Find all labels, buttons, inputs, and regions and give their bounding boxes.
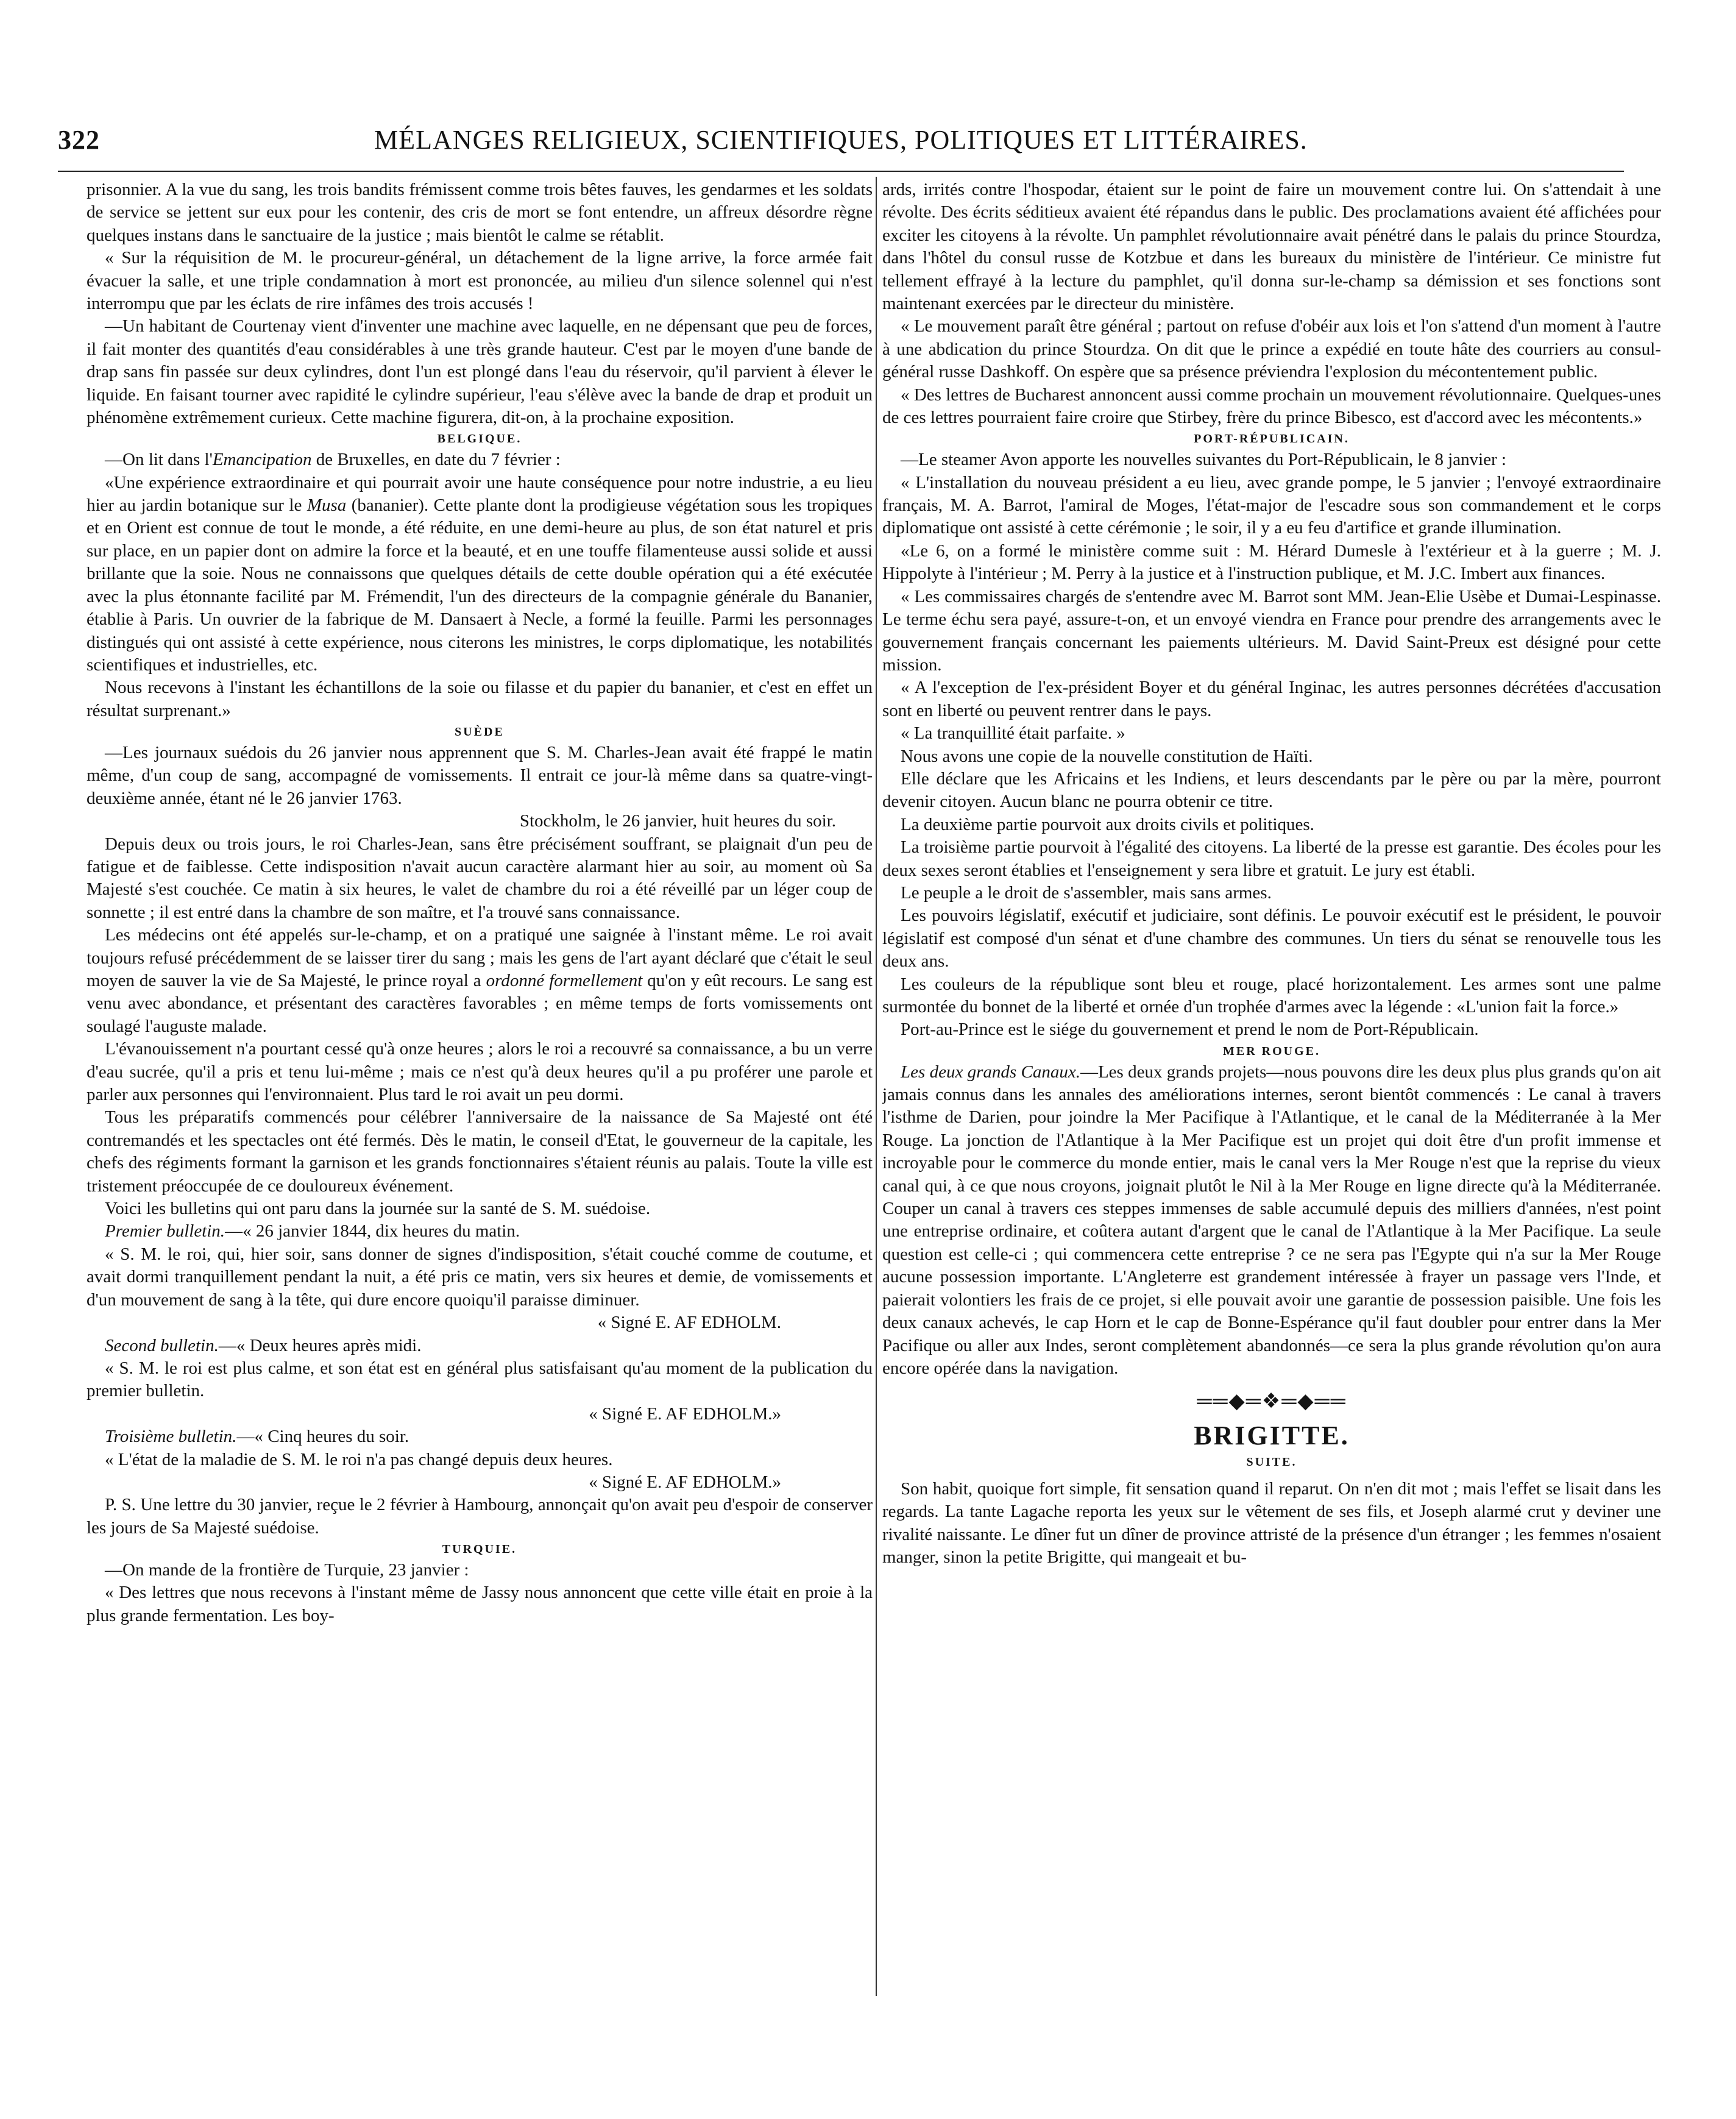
paragraph: —On mande de la frontière de Turquie, 23 janvier : (105, 1560, 469, 1580)
running-title: MÉLANGES RELIGIEUX, SCIENTIFIQUES, POLITIQUES ET LITTÉRAIRES. (374, 125, 1308, 155)
paragraph: —Le steamer Avon apporte les nouvelles suivantes du Port-Républicain, le 8 janvier : (901, 450, 1507, 470)
section-heading-port-republicain: PORT-RÉPUBLICAIN. (1194, 432, 1350, 446)
paragraph: L'évanouissement n'a pourtant cessé qu'à onze heures ; alors le roi a recouvré sa connaissance, a bu un verre d'eau sucrée, qu'il a pris et tenu lui-même ; mais ce n'est qu'à deux heures qu'il a pu proférer une parole et parler aux personnes qui l'environnaient. Plus tard le roi avait un peu dormi. (87, 1039, 873, 1105)
paragraph: Voici les bulletins qui ont paru dans la journée sur la santé de S. M. suédoise. (105, 1199, 651, 1219)
paragraph: Les couleurs de la république sont bleu et rouge, placé horizontalement. Les armes sont une palme surmontée du bonnet de la liberté et ornée d'un trophée d'armes avec la légende : «L'union fait la force.» (882, 974, 1661, 1017)
paragraph: La deuxième partie pourvoit aux droits civils et politiques. (901, 814, 1314, 834)
paragraph: Les deux grands Canaux.—Les deux grands projets—nous pouvons dire les deux plus plus grands qu'on ait jamais connus dans les annales des améliorations internes, seront bientôt commencés : Le canal à travers l'isthme de Darien, pour joindre la Mer Pacifique à l'Atlantique, et le canal de la Méditerranée à la Mer Rouge. La jonction de l'Atlantique à la Mer Pacifique est un projet qui doit être d'un profit immense et incroyable pour le commerce du monde entier, mais le canal vers la Mer Rouge n'est que la reprise du vieux canal qui, à ce que nous croyons, joignait plutôt le Nil à la Mer Rouge en ligne directe qu'à la Méditerranée. Couper un canal à travers ces steppes immenses de sable accumulé depuis des milliers d'années, n'est point une entreprise ordinaire, et coûtera autant d'argent que le canal de l'Atlantique à la Mer Pacifique. La seule question est celle-ci ; qui commencera cette entreprise ? ce ne sera pas l'Egypte qui n'a sur la Mer Rouge aucune possession importante. L'Angleterre est grandement intéressée à frayer un passage vers l'Inde, et paierait volontiers les frais de ce projet, si elle pouvait avoir une garantie de possession paisible. Une fois les deux canaux achevés, le cap Horn et le cap de Bonne-Espérance qu'il faut doubler pour entrer dans la Mer Pacifique ou aller aux Indes, seront complètement abandonnés—ce sera la plus grande révolution qu'on aura encore opérée dans la navigation. (882, 1062, 1661, 1378)
column-divider (876, 177, 877, 1996)
paragraph: Les médecins ont été appelés sur-le-champ, et on a pratiqué une saignée à l'instant même. Le roi avait toujours refusé précédemment de se laisser tirer du sang ; mais les gens de l'art ayant déclaré que c'était le seul moyen de sauver la vie de Sa Majesté, le prince royal a ordonné formellement qu'on y eût recours. Le sang est venu avec abondance, et présentant des caractères favorables ; en même temps de forts vomissements ont soulagé l'auguste malade. (87, 925, 873, 1036)
paragraph: prisonnier. A la vue du sang, les trois bandits frémissent comme trois bêtes fauves, les gendarmes et les soldats de service se jettent sur eux pour les contenir, des cris de mort se font entendre, un affreux désordre règne quelques instans dans le sanctuaire de la justice ; mais bientôt le calme se rétablit. (87, 180, 873, 245)
paragraph: P. S. Une lettre du 30 janvier, reçue le 2 février à Hambourg, annonçait qu'on avait peu d'espoir de conserver les jours de Sa Majesté suédoise. (87, 1495, 873, 1538)
paragraph: Port-au-Prince est le siége du gouvernement et prend le nom de Port-Républicain. (901, 1020, 1479, 1040)
section-heading-suede: SUÈDE (455, 725, 505, 739)
paragraph: Depuis deux ou trois jours, le roi Charles-Jean, sans être précisément souffrant, se plaignait d'un peu de fatigue et de faiblesse. Cette indisposition n'avait aucun caractère alarmant hier au soir, au moment où Sa Majesté s'est couchée. Ce matin à six heures, le valet de chambre du roi a été réveillé par un léger coup de sonnette ; il est entré dans la chambre de son maître, et l'a trouvé sans connaissance. (87, 834, 873, 922)
right-column (882, 179, 1661, 1998)
bulletin-heading: Premier bulletin.—« 26 janvier 1844, dix heures du matin. (105, 1221, 520, 1241)
paragraph: « L'état de la maladie de S. M. le roi n'a pas changé depuis deux heures. (105, 1449, 613, 1469)
ornament-divider-icon: ══◆═❖═◆══ (1197, 1390, 1347, 1413)
paragraph: Elle déclare que les Africains et les Indiens, et leurs descendants par le père ou par la mère, pourront devenir citoyen. Aucun blanc ne pourra obtenir ce titre. (882, 768, 1661, 812)
paragraph: «Une expérience extraordinaire et qui pourrait avoir une haute conséquence pour notre industrie, a eu lieu hier au jardin botanique sur le Musa (bananier). Cette plante dont la prodigieuse végétation sous les tropiques et en Orient est connue de tout le monde, a été réduite, en une demi-heure au plus, de son état naturel et pris sur place, en un papier dont on admire la force et la beauté, et en une touffe filamenteuse aussi solide et aussi brillante que la soie. Nous ne connaissons que quelques détails de cette double opération qui a été exécutée avec la plus étonnante facilité par M. Frémendit, l'un des directeurs de la compagnie générale du Bananier, établie à Paris. Un ouvrier de la fabrique de M. Dansaert à Necle, a formé la feuille. Parmi les personnages distingués qui ont assisté à cette expérience, nous citerons les ministres, le corps diplomatique, les notabilités scientifiques et industrielles, etc. (87, 472, 873, 675)
paragraph: La troisième partie pourvoit à l'égalité des citoyens. La liberté de la presse est garantie. Des écoles pour les deux sexes seront établies et l'enseignement y sera libre et gratuit. Le jury est établi. (882, 837, 1661, 880)
signature: « Signé E. AF EDHOLM.» (589, 1472, 781, 1492)
paragraph: —Les journaux suédois du 26 janvier nous apprennent que S. M. Charles-Jean avait été frappé le matin même, d'un coup de sang, accompagné de vomissements. Il entrait ce jour-là même dans sa quatre-vingt-deuxième année, étant né le 26 janvier 1763. (87, 742, 873, 808)
paragraph: —On lit dans l'Emancipation de Bruxelles, en date du 7 février : (105, 450, 561, 470)
paragraph: ards, irrités contre l'hospodar, étaient sur le point de faire un mouvement contre lui. On s'attendait à une révolte. Des écrits séditieux avaient été répandus dans le public. Des proclamations avaient été affichées pour exciter les citoyens à la révolte. Un pamphlet révolutionnaire avait pénétré dans le palais du prince Stourdza, dans l'hôtel du consul russe de Kotzbue et dans les bureaux du ministère de l'intérieur. Ce ministre fut tellement effrayé à la lecture du pamphlet, qu'il donna sur-le-champ sa démission et ses fonctions sont maintenant exercées par le directeur du ministère. (882, 180, 1661, 314)
paragraph: —Un habitant de Courtenay vient d'inventer une machine avec laquelle, en ne dépensant que peu de forces, il fait monter des quantités d'eau considérables à une très grande hauteur. C'est par le moyen d'une bande de drap sans fin passée sur deux cylindres, dont l'un est plongé dans l'eau du réservoir, qu'il parvient à élever le liquide. En faisant tourner avec rapidité le cylindre supérieur, l'eau s'élève avec la bande de drap et produit un phénomène extrêmement curieux. Cette machine figurera, dit-on, à la prochaine exposition. (87, 316, 873, 428)
header-rule (58, 171, 1624, 172)
paragraph: Le peuple a le droit de s'assembler, mais sans armes. (901, 882, 1272, 903)
story-title: BRIGITTE. (1194, 1421, 1350, 1451)
section-heading-turquie: TURQUIE. (442, 1542, 517, 1556)
paragraph: « Sur la réquisition de M. le procureur-général, un détachement de la ligne arrive, la force armée fait évacuer la salle, et une triple condamnation à mort est prononcée, au milieu d'un silence solennel qui n'est interrompu que par les éclats de rire infâmes des trois accusés ! (87, 248, 873, 314)
dateline: Stockholm, le 26 janvier, huit heures du soir. (519, 811, 836, 831)
paragraph: Les pouvoirs législatif, exécutif et judiciaire, sont définis. Le pouvoir exécutif est le président, le pouvoir législatif est composé d'un sénat et d'une chambre des communes. Un tiers du sénat se renouvelle tous les deux ans. (882, 906, 1661, 971)
page-header (58, 119, 1624, 162)
left-column (87, 179, 873, 1998)
paragraph: Son habit, quoique fort simple, fit sensation quand il reparut. On n'en dit mot ; mais l'effet se lisait dans les regards. La tante Lagache reporta les yeux sur le vêtement de ses fils, et Joseph alarmé crut y deviner une rivalité naissante. Le dîner fut un dîner de province attristé de la présence d'un étranger ; les femmes n'osaient manger, sinon la petite Brigitte, qui mangeait et bu- (882, 1478, 1661, 1567)
signature: « Signé E. AF EDHOLM.» (589, 1404, 781, 1424)
bulletin-heading: Troisième bulletin.—« Cinq heures du soir. (105, 1427, 409, 1447)
paragraph: Tous les préparatifs commencés pour célébrer l'anniversaire de la naissance de Sa Majesté ont été contremandés et les spectacles ont été fermés. Dès le matin, le conseil d'Etat, le gouverneur de la capitale, les chefs des régiments formant la garnison et les grands fonctionnaires s'étaient réunis au palais. Toute la ville est tristement préoccupée de ce douloureux événement. (87, 1107, 873, 1196)
paragraph: « Des lettres de Bucharest annoncent aussi comme prochain un mouvement révolutionnaire. Quelques-unes de ces lettres pourraient faire croire que Stirbey, frère du prince Bibesco, est d'accord avec les mécontents.» (882, 385, 1661, 428)
paragraph: « A l'exception de l'ex-président Boyer et du général Inginac, les autres personnes décrétées d'accusation sont en liberté ou peuvent rentrer dans le pays. (882, 678, 1661, 720)
paragraph: « La tranquillité était parfaite. » (901, 723, 1125, 744)
signature: « Signé E. AF EDHOLM. (597, 1313, 781, 1333)
paragraph: « Les commissaires chargés de s'entendre avec M. Barrot sont MM. Jean-Elie Usèbe et Dumai-Lespinasse. Le terme échu sera payé, assure-t-on, et un envoyé viendra en France pour prendre des arrangements avec le gouvernement français concernant les paiements ultérieurs. M. David Saint-Preux est désigné pour cette mission. (882, 586, 1661, 675)
paragraph: Nous avons une copie de la nouvelle constitution de Haïti. (901, 746, 1313, 766)
paragraph: « S. M. le roi est plus calme, et son état est en général plus satisfaisant qu'au moment de la publication du premier bulletin. (87, 1358, 873, 1401)
page-number: 322 (58, 125, 100, 155)
paragraph: « S. M. le roi, qui, hier soir, sans donner de signes d'indisposition, s'était couché comme de coutume, et avait dormi tranquillement pendant la nuit, a été pris ce matin, vers six heures et demie, de vomissements et d'un mouvement de sang à la tête, qui dure encore quoiqu'il paraisse diminuer. (87, 1244, 873, 1310)
paragraph: Nous recevons à l'instant les échantillons de la soie ou filasse et du papier du bananier, et c'est en effet un résultat surprenant.» (87, 678, 873, 720)
paragraph: « Le mouvement paraît être général ; partout on refuse d'obéir aux lois et l'on s'attend d'un moment à l'autre à une abdication du prince Stourdza. On dit que le prince a expédié en toute hâte des courriers au consul-général russe Dashkoff. On espère que sa présence préviendra l'explosion du mécontentement public. (882, 316, 1661, 382)
paragraph: « L'installation du nouveau président a eu lieu, avec grande pompe, le 5 janvier ; l'envoyé extraordinaire français, M. A. Barrot, l'amiral de Moges, l'état-major de l'escadre sous son commandement et le corps diplomatique ont assisté à cette cérémonie ; le soir, il y a eu feu d'artifice et grande illumination. (882, 472, 1661, 538)
story-subtitle: SUITE. (1246, 1455, 1297, 1469)
section-heading-mer-rouge: MER ROUGE. (1223, 1044, 1320, 1058)
paragraph: « Des lettres que nous recevons à l'instant même de Jassy nous annoncent que cette ville était en proie à la plus grande fermentation. Les boy- (87, 1583, 873, 1625)
bulletin-heading: Second bulletin.—« Deux heures après midi. (105, 1335, 422, 1355)
paragraph: «Le 6, on a formé le ministère comme suit : M. Hérard Dumesle à l'extérieur et à la guerre ; M. J. Hippolyte à l'intérieur ; M. Perry à la justice et à l'instruction publique, et M. J.C. Imbert aux finances. (882, 541, 1661, 584)
section-heading-belgique: BELGIQUE. (437, 432, 522, 446)
